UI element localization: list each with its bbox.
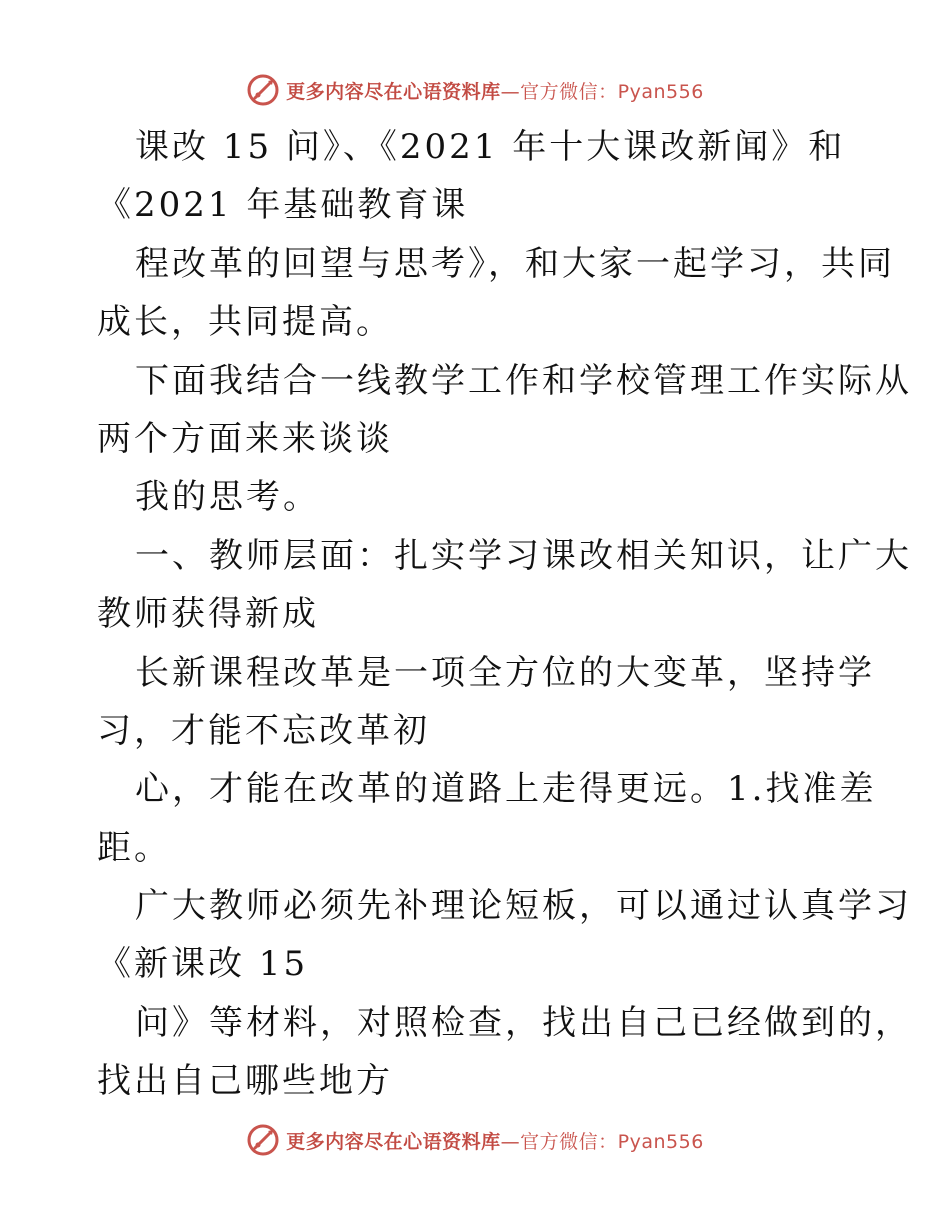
watermark-dash: — <box>500 1130 521 1153</box>
body-line: 两个方面来来谈谈 <box>97 418 393 459</box>
body-line: 心，才能在改革的道路上走得更远。1.找准差 <box>135 769 877 810</box>
watermark-main-text: 更多内容尽在心语资料库 <box>286 1130 501 1153</box>
body-line: 距。 <box>97 827 171 868</box>
body-line: 一、教师层面：扎实学习课改相关知识，让广大 <box>135 535 912 576</box>
watermark-wechat-text: 官方微信：Pyan556 <box>520 80 704 103</box>
body-line: 教师获得新成 <box>97 594 319 635</box>
watermark-text <box>286 1127 704 1154</box>
watermark-footer <box>0 1122 950 1158</box>
body-line: 程改革的回望与思考》，和大家一起学习，共同 <box>135 243 895 284</box>
body-line: 长新课程改革是一项全方位的大变革，坚持学 <box>135 652 875 693</box>
document-body <box>97 118 912 1111</box>
body-line: 《新课改 15 <box>97 944 309 985</box>
quill-logo-icon <box>246 1123 280 1157</box>
body-line: 问》等材料，对照检查，找出自己已经做到的， <box>135 1002 912 1043</box>
body-line: 成长，共同提高。 <box>97 302 393 343</box>
watermark-text <box>286 77 704 104</box>
body-line: 习，才能不忘改革初 <box>97 710 430 751</box>
body-line: 下面我结合一线教学工作和学校管理工作实际从 <box>135 360 912 401</box>
watermark-header <box>0 72 950 108</box>
watermark-dash: — <box>500 80 521 103</box>
watermark-wechat-text: 官方微信：Pyan556 <box>520 1130 704 1153</box>
quill-logo-icon <box>246 73 280 107</box>
watermark-main-text: 更多内容尽在心语资料库 <box>286 80 501 103</box>
body-line: 《2021 年基础教育课 <box>97 185 469 226</box>
body-line: 广大教师必须先补理论短板，可以通过认真学习 <box>135 886 912 927</box>
body-line: 课改 15 问》、《2021 年十大课改新闻》和 <box>135 127 846 167</box>
body-line: 找出自己哪些地方 <box>97 1061 393 1102</box>
body-line: 我的思考。 <box>135 477 320 518</box>
